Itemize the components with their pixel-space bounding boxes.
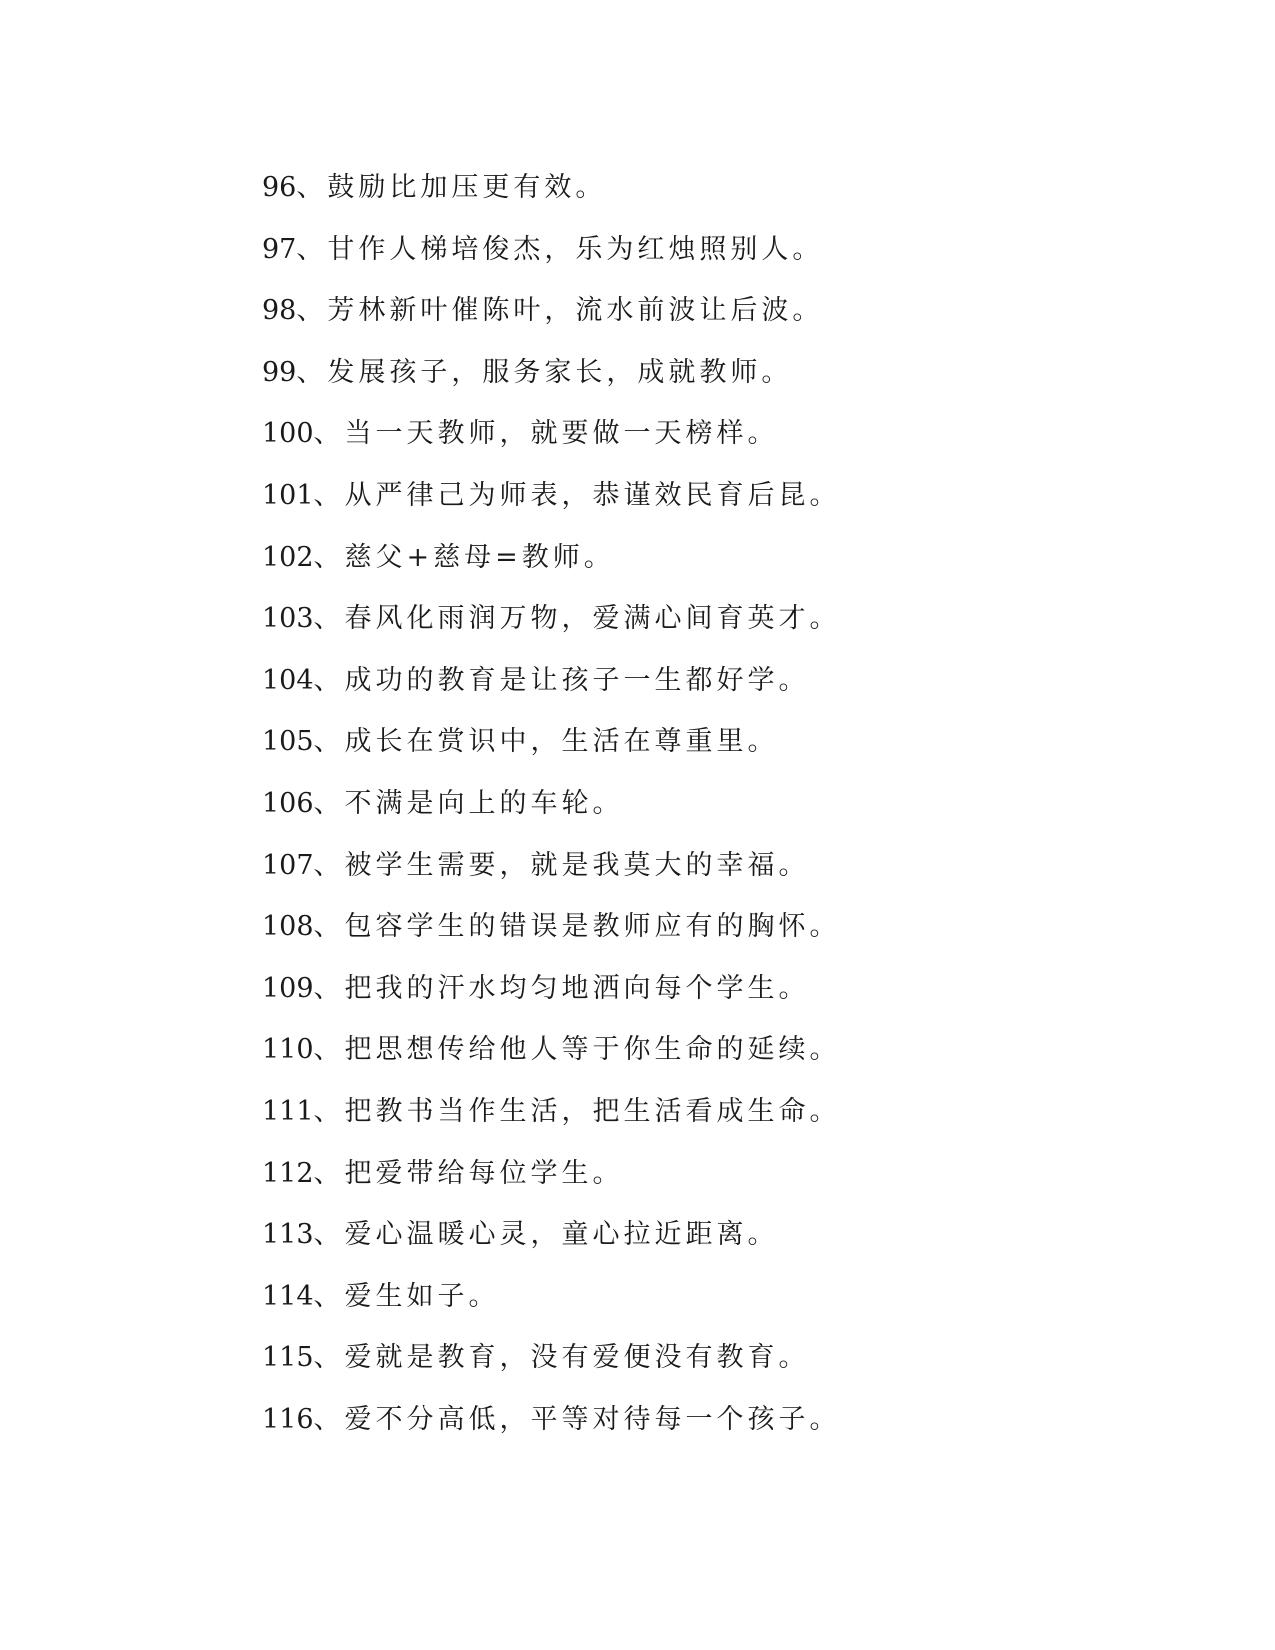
quote-text: 、爱心温暖心灵，童心拉近距离。 xyxy=(313,1219,779,1251)
quote-line xyxy=(262,1400,1162,1462)
quote-line xyxy=(262,230,1162,292)
quote-text: 、爱生如子。 xyxy=(313,1280,500,1312)
quote-number: 113 xyxy=(262,1219,314,1251)
quote-text: 、当一天教师，就要做一天榜样。 xyxy=(313,418,779,450)
quote-line xyxy=(262,168,1162,230)
quote-text: 、发展孩子，服务家长，成就教师。 xyxy=(296,356,793,388)
quote-line xyxy=(262,969,1162,1031)
quote-number: 112 xyxy=(262,1157,314,1189)
quote-line xyxy=(262,414,1162,476)
quote-text: 、甘作人梯培俊杰，乐为红烛照别人。 xyxy=(296,233,824,265)
quote-text: 、包容学生的错误是教师应有的胸怀。 xyxy=(313,911,841,943)
quote-text: 、从严律己为师表，恭谨效民育后昆。 xyxy=(313,479,841,511)
quote-text: 、鼓励比加压更有效。 xyxy=(296,172,607,203)
quote-text: 、把爱带给每位学生。 xyxy=(313,1157,624,1189)
quote-number: 97 xyxy=(262,233,297,265)
quote-text: 、春风化雨润万物，爱满心间育英才。 xyxy=(313,603,841,635)
quote-text: 、被学生需要，就是我莫大的幸福。 xyxy=(313,849,810,881)
quote-line xyxy=(262,291,1162,353)
quote-number: 99 xyxy=(262,356,297,388)
quote-line xyxy=(262,538,1162,600)
quote-list xyxy=(262,168,1162,1461)
quote-text: 、把教书当作生活，把生活看成生命。 xyxy=(313,1095,841,1127)
quote-line xyxy=(262,1154,1162,1216)
quote-text: 、成长在赏识中，生活在尊重里。 xyxy=(313,726,779,758)
quote-number: 105 xyxy=(262,726,314,758)
quote-line xyxy=(262,476,1162,538)
quote-number: 104 xyxy=(262,664,314,696)
quote-number: 114 xyxy=(262,1280,314,1312)
quote-line xyxy=(262,846,1162,908)
quote-line xyxy=(262,784,1162,846)
quote-number: 106 xyxy=(262,787,314,819)
quote-text: 、爱就是教育，没有爱便没有教育。 xyxy=(313,1342,810,1374)
quote-number: 98 xyxy=(262,295,297,327)
quote-text: 、不满是向上的车轮。 xyxy=(313,787,624,819)
quote-number: 101 xyxy=(262,479,314,511)
quote-number: 109 xyxy=(262,972,314,1004)
quote-number: 108 xyxy=(262,911,314,943)
quote-line xyxy=(262,661,1162,723)
quote-line xyxy=(262,1030,1162,1092)
quote-line xyxy=(262,1277,1162,1339)
quote-text: 、爱不分高低，平等对待每一个孩子。 xyxy=(313,1403,841,1435)
quote-text: 、把思想传给他人等于你生命的延续。 xyxy=(313,1034,841,1066)
quote-line xyxy=(262,1092,1162,1154)
quote-line xyxy=(262,907,1162,969)
quote-line xyxy=(262,1338,1162,1400)
quote-number: 111 xyxy=(262,1095,314,1127)
quote-number: 107 xyxy=(262,849,314,881)
quote-text: 、芳林新叶催陈叶，流水前波让后波。 xyxy=(296,295,824,327)
quote-number: 115 xyxy=(262,1342,314,1374)
quote-number: 96 xyxy=(262,172,297,203)
quote-line xyxy=(262,722,1162,784)
quote-number: 110 xyxy=(262,1034,314,1066)
quote-line xyxy=(262,353,1162,415)
quote-text: 、成功的教育是让孩子一生都好学。 xyxy=(313,664,810,696)
quote-number: 103 xyxy=(262,603,314,635)
quote-text: 、慈父+慈母=教师。 xyxy=(313,541,615,573)
quote-number: 100 xyxy=(262,418,314,450)
quote-line xyxy=(262,1215,1162,1277)
quote-line xyxy=(262,599,1162,661)
quote-text: 、把我的汗水均匀地洒向每个学生。 xyxy=(313,972,810,1004)
quote-number: 102 xyxy=(262,541,314,573)
quote-number: 116 xyxy=(262,1403,314,1435)
